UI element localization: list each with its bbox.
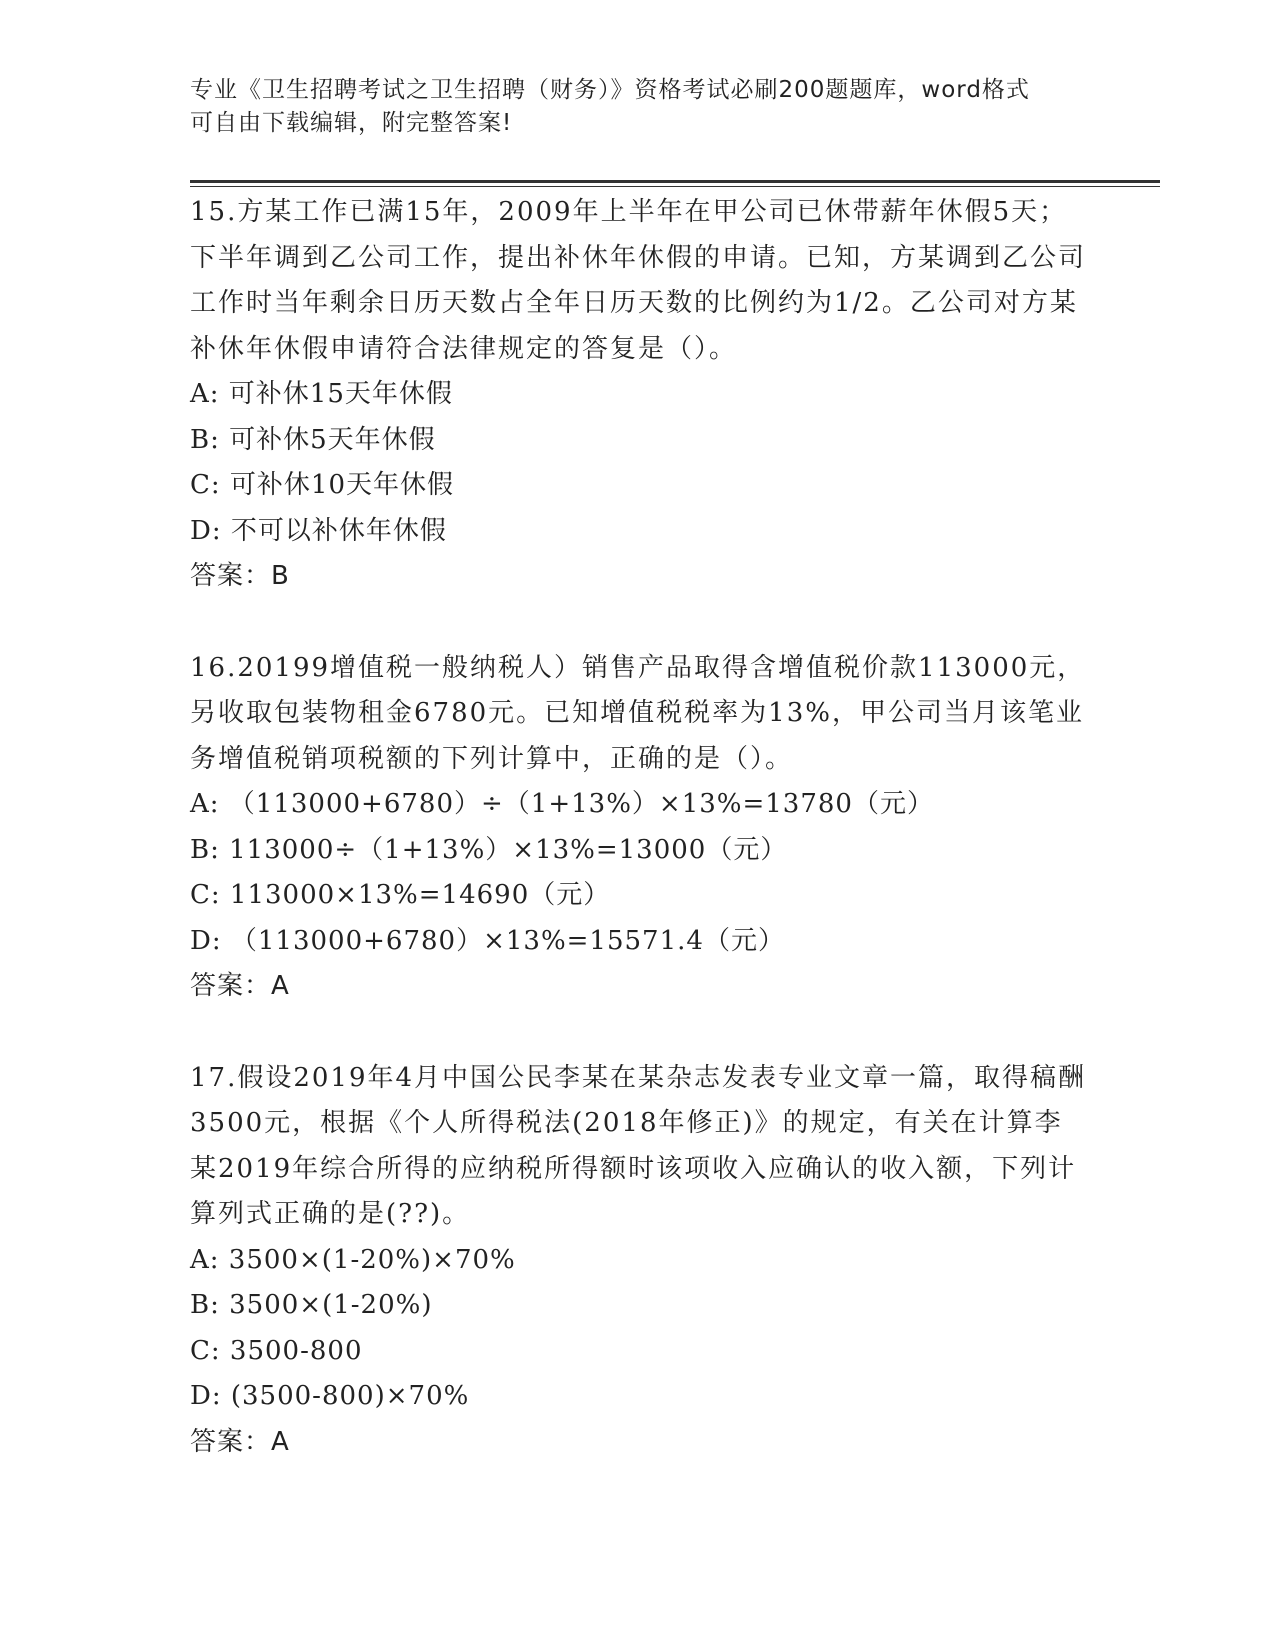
question-stem: 17.假设2019年4月中国公民李某在某杂志发表专业文章一篇，取得稿酬3500元，根据《个人所得税法(2018年修正)》的规定，有关在计算李某2019年综合所得的应纳税所得额时该项收入应确认的收入额，下列计算列式正确的是(??)。 xyxy=(190,1062,1087,1229)
option-a: A: 可补休15天年休假 xyxy=(190,379,453,409)
question-17 xyxy=(190,1056,1090,1466)
option-d: D: （113000+6780）×13%=15571.4（元） xyxy=(190,925,785,956)
header-divider-thick xyxy=(190,180,1160,183)
option-c: C: 113000×13%=14690（元） xyxy=(190,880,611,910)
option-b: B: 113000÷（1+13%）×13%=13000（元） xyxy=(190,834,788,865)
option-d: D: 不可以补休年休假 xyxy=(190,515,447,546)
question-list xyxy=(190,190,1090,1511)
document-header xyxy=(190,74,1090,140)
option-c: C: 可补休10天年休假 xyxy=(190,470,455,500)
question-16 xyxy=(190,646,1090,1010)
answer-line: 答案：B xyxy=(190,561,290,591)
header-divider-thin xyxy=(190,186,1160,187)
question-15 xyxy=(190,190,1090,600)
option-b: B: 3500×(1-20%) xyxy=(190,1290,433,1320)
option-c: C: 3500-800 xyxy=(190,1335,363,1366)
option-a: A: 3500×(1-20%)×70% xyxy=(190,1244,516,1275)
question-stem: 16.20199增值税一般纳税人）销售产品取得含增值税价款113000元，另收取包装物租金6780元。已知增值税税率为13%，甲公司当月该笔业务增值税销项税额的下列计算中，正确的是（）。 xyxy=(190,652,1086,774)
option-a: A: （113000+6780）÷（1+13%）×13%=13780（元） xyxy=(190,789,934,819)
question-stem: 15.方某工作已满15年，2009年上半年在甲公司已休带薪年休假5天；下半年调到乙公司工作，提出补休年休假的申请。已知，方某调到乙公司工作时当年剩余日历天数占全年日历天数的比例约为1/2。乙公司对方某补休年休假申请符合法律规定的答复是（）。 xyxy=(190,197,1087,364)
header-line-1: 专业《卫生招聘考试之卫生招聘（财务）》资格考试必刷200题题库，word格式 xyxy=(190,77,1030,103)
option-b: B: 可补休5天年休假 xyxy=(190,424,436,455)
answer-line: 答案：A xyxy=(190,971,290,1001)
header-line-2: 可自由下载编辑，附完整答案! xyxy=(190,110,513,136)
option-d: D: (3500-800)×70% xyxy=(190,1381,470,1411)
answer-line: 答案：A xyxy=(190,1426,290,1457)
